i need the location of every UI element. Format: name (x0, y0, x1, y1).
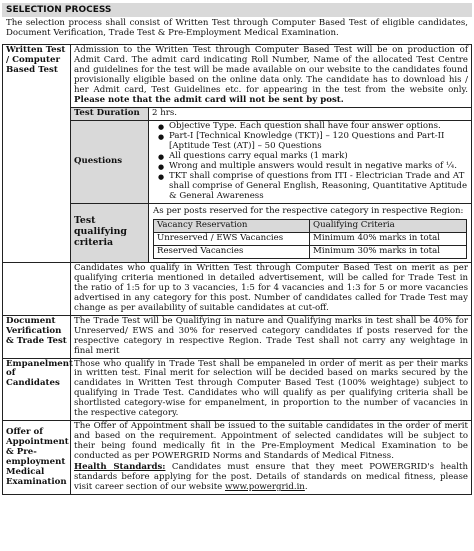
written-test-row (3, 45, 472, 108)
questions-label: Questions (71, 121, 149, 204)
qualifying-table-row (154, 232, 467, 245)
empanelment-text: Those who qualify in Trade Test shall be empaneled in order of merit as per their marks in written test. Final merit for selection will be decided based on marks secured by the candidates in Written Test through Computer Based Test (100% weightage) subject to qualifying in Trade Test. Candidates who will qualify as per qualifying criteria shall be shortlisted category-wise for empanelment, in proportion to the number of vacancies in the respective category. (71, 358, 472, 421)
empanelment-label: Empanelment of Candidates (3, 358, 71, 421)
selection-table (2, 44, 472, 495)
qualifying-table-row (154, 245, 467, 258)
qualifying-table (153, 219, 467, 259)
qualifying-cell-criteria: Minimum 30% marks in total (310, 245, 467, 258)
qualifying-cell-vacancy: Reserved Vacancies (154, 245, 310, 258)
questions-row (3, 121, 472, 204)
admit-card-note: Please note that the admit card will not be sent by post. (74, 95, 344, 106)
intro-paragraph: The selection process shall consist of Written Test through Computer Based Test of eligible candidates, Document Verification, Trade Test & Pre-Employment Medical Examination. (6, 18, 468, 39)
qualifying-label: Test qualifying criteria (71, 203, 149, 262)
test-duration-row (3, 108, 472, 121)
document-page (0, 3, 474, 551)
question-item: ● Wrong and multiple answers would result in negative marks of ¼. (169, 162, 468, 172)
health-standards-label: Health Standards: (74, 462, 166, 473)
document-verification-text: The Trade Test will be Qualifying in nature and Qualifying marks in test shall be 40% for Unreserved/ EWS and 30% for reserved category candidates if posts reserved for the respective category in respective Region. Trade Test shall not carry any weightage in final merit (71, 315, 472, 358)
question-item: ● All questions carry equal marks (1 mark) (169, 152, 468, 162)
questions-list (155, 122, 468, 202)
health-standards-text: Candidates must ensure that they meet POWERGRID's health standards before applying for the post. Details of standards on medical fitness, please visit career section of our website (74, 462, 468, 493)
offer-row (3, 421, 472, 495)
test-duration-value: 2 hrs. (149, 108, 472, 121)
shortlist-row (3, 262, 472, 315)
website-link[interactable]: www.powergrid.in (224, 482, 305, 493)
qualifying-row (3, 203, 472, 262)
question-item: ● Objective Type. Each question shall have four answer options. (169, 122, 468, 132)
qualifying-header-criteria: Qualifying Criteria (310, 219, 467, 232)
qualifying-cell-criteria: Minimum 40% marks in total (310, 232, 467, 245)
written-test-text: Admission to the Written Test through Computer Based Test will be on production of Admit Card. The admit card indicating Roll Number, Name of the allocated Test Centre and guidelines for the test will be made available on our website to the candidates found provisionally eligible based on the online data only. The candidate has to download his / her Admit card, Test Guidelines etc. for appearing in the test from the website only. Please note that the admit card will not be sent by post. (71, 45, 472, 108)
empanelment-row (3, 358, 472, 421)
qualifying-header-vacancy: Vacancy Reservation (154, 219, 310, 232)
offer-text: The Offer of Appointment shall be issued to the suitable candidates in the order of merit and based on the requirement. Appointment of selected candidates will be subject to their being found medically fit in the Pre-Employment Medical Examination to be conducted as per POWERGRID Norms and Standards of Medical Fitness. Health Standards: Candidates must ensure that they meet POWERGRID's health standards before applying for the post. Details of standards on medical fitness, please visit career section of our website www.powergrid.in. (71, 421, 472, 495)
test-duration-label: Test Duration (71, 108, 149, 121)
document-verification-row (3, 315, 472, 358)
written-test-label: Written Test / Computer Based Test (3, 45, 71, 262)
document-verification-label: Document Verification & Trade Test (3, 315, 71, 358)
question-item: ● Part-I [Technical Knowledge (TKT)] – 120 Questions and Part-II [Aptitude Test (AT)] – 50 Questions (169, 132, 468, 152)
question-item: ● TKT shall comprise of questions from ITI - Electrician Trade and AT shall comprise of General English, Reasoning, Quantitative Aptitude & General Awareness (169, 172, 468, 202)
qualifying-caption: As per posts reserved for the respective category in respective Region: (153, 205, 464, 216)
qualifying-cell (149, 203, 472, 262)
offer-label: Offer of Appointment & Pre-employment Medical Examination (3, 421, 71, 495)
shortlist-text: Candidates who qualify in Written Test through Computer Based Test on merit as per qualifying criteria mentioned in detailed advertisement, will be called for Trade Test in the ratio of 1:5 for up to 3 vacancies, 1:5 for 4 vacancies and 1:3 for 5 or more vacancies advertised in any category for this post. Number of candidates called for Trade Test may change as per availability of suitable candidates at cut-off. (71, 262, 472, 315)
qualifying-cell-vacancy: Unreserved / EWS Vacancies (154, 232, 310, 245)
questions-list-cell (149, 121, 472, 204)
section-title: SELECTION PROCESS (2, 3, 472, 17)
